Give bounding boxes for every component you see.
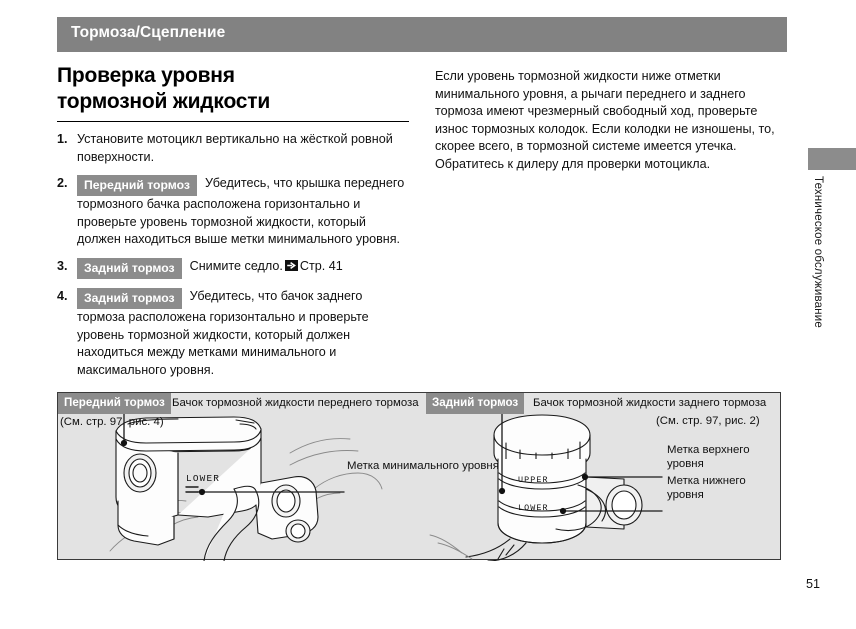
page-number: 51 xyxy=(806,577,821,591)
page-title-line-2: тормозной жидкости xyxy=(57,90,271,113)
step-item xyxy=(57,131,412,166)
step-number: 1. xyxy=(57,132,68,146)
figure-label-upper-level: Метка верхнего уровня xyxy=(667,444,750,470)
figure-panel xyxy=(57,392,781,560)
figure-rear-caption-title: Бачок тормозной жидкости заднего тормоза xyxy=(533,397,767,409)
step-number: 3. xyxy=(57,258,68,273)
note-paragraph: Если уровень тормозной жидкости ниже отметки минимального уровня, а рычаги переднего и заднего тормоза имеют чрезмерный свободный ход, проверьте износ тормозных колодок. Если колодки не изношены, то, скорее всего, в тормозной системе имеется утечка. Обратитесь к дилеру для проверки мотоцикла. xyxy=(435,69,775,171)
arrow-right-reference-icon xyxy=(285,260,298,271)
step-text: Снимите седло. xyxy=(189,258,283,273)
step-item xyxy=(57,258,412,279)
front-brake-badge: Передний тормоз xyxy=(77,175,197,196)
figure-front-brake-badge: Передний тормоз xyxy=(58,393,171,414)
right-column xyxy=(435,68,785,174)
figure-front-caption-sub: (См. стр. 97, рис. 4) xyxy=(60,416,164,428)
page-title-line-1: Проверка уровня xyxy=(57,64,235,87)
title-divider xyxy=(57,121,409,122)
rear-brake-badge: Задний тормоз xyxy=(77,288,182,309)
rear-lower-marking: LOWER xyxy=(518,503,549,513)
step-text: Убедитесь, что бачок заднего тормоза расположена горизонтально и проверьте уровень тормозной жидкости, который должен находиться между метками минимального и максимального уровня. xyxy=(77,288,369,377)
section-header-title: Тормоза/Сцепление xyxy=(71,24,226,41)
step-item xyxy=(57,175,412,249)
left-column xyxy=(57,63,412,379)
figure-rear-caption-sub: (См. стр. 97, рис. 2) xyxy=(656,415,760,427)
rear-brake-badge: Задний тормоз xyxy=(77,258,182,279)
figure-rear-brake-badge: Задний тормоз xyxy=(426,393,524,414)
step-number: 2. xyxy=(57,176,68,190)
figure-label-lower-level: Метка нижнего уровня xyxy=(667,475,746,501)
page-title xyxy=(57,63,412,115)
figure-label-min-level: Метка минимального уровня xyxy=(347,460,499,472)
rear-upper-marking: UPPER xyxy=(518,475,549,485)
step-text: Установите мотоцикл вертикально на жёсткой ровной поверхности. xyxy=(77,132,393,164)
step-reference-text: Стр. 41 xyxy=(299,258,343,273)
step-text: Убедитесь, что крышка переднего тормозного бачка расположена горизонтально и проверьте уровень тормозной жидкости, который должен находиться выше метки минимального уровня. xyxy=(77,176,405,247)
figure-front-caption-title: Бачок тормозной жидкости переднего тормоза xyxy=(172,397,419,409)
procedure-steps xyxy=(57,131,412,379)
front-lower-marking: LOWER xyxy=(186,473,221,484)
side-tab-marker xyxy=(808,148,856,170)
step-item xyxy=(57,288,412,379)
step-number: 4. xyxy=(57,288,68,303)
side-tab-label: Техническое обслуживание xyxy=(812,176,824,328)
